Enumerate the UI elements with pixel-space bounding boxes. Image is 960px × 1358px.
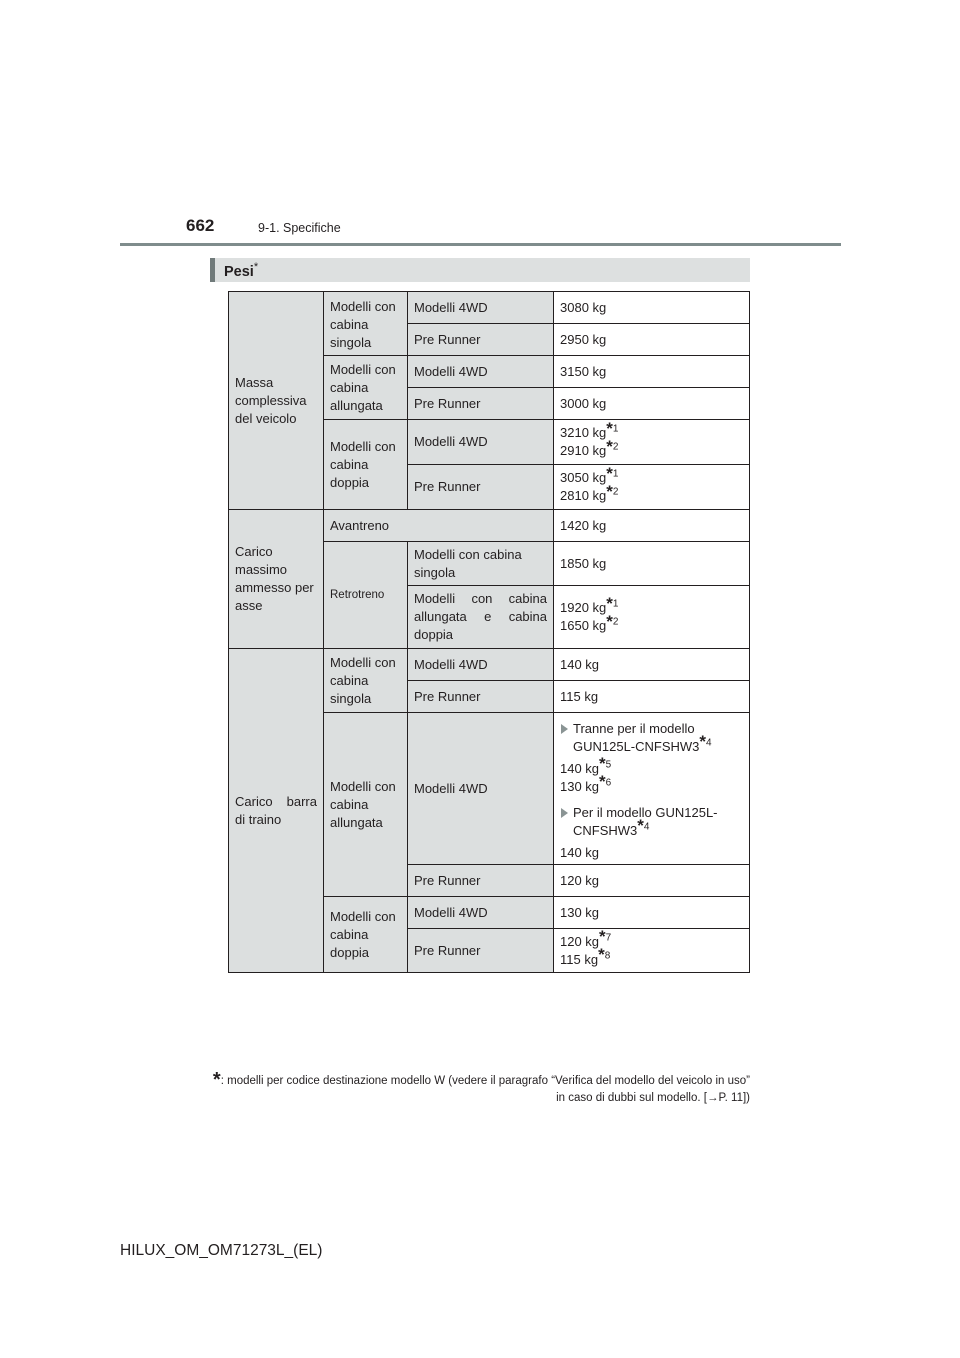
table-row [229,510,750,542]
value-cell: 3050 $kg^{*1}$ 2810 $kg^{*2}$ [554,465,750,510]
subheader-cabina-singola: Modelli con cabina singola [324,649,408,713]
table-row: Modelli con cabina allungata Modelli 4WD Tranne per il modello GUN125L-CNFSHW3$^{*4}$ 140 $kg^{*5}$ 130 $kg^{*6}$ Per il modello GUN125L-CNFSHW3$^{*4}$ 140 kg [229,713,750,865]
value-cell: 1420 kg [554,510,750,542]
table-row: Retrotreno Modelli con cabina singola 1850 kg [229,542,750,586]
value-cell: 3150 kg [554,356,750,388]
table-row: Pre Runner 120 $kg^{*7}$ 115 $kg^{*8}$ [229,929,750,973]
subheader-cabina-doppia: Modelli con cabina doppia [324,420,408,510]
subheader-cabina-doppia: Modelli con cabina doppia [324,897,408,973]
table-row: Carico barra di traino Modelli con cabina singola Modelli 4WD 140 kg [229,649,750,681]
value-cell: 115 kg [554,681,750,713]
title-accent-mark [210,258,215,282]
table-row: Modelli con cabina allungata e cabina doppia 1920 $kg^{*1}$ 1650 $kg^{*2}$ [229,586,750,649]
value-cell: 3210 $kg^{*1}$ 2910 $kg^{*2}$ [554,420,750,465]
title-asterisk: * [253,261,259,273]
table-row: Pre Runner 2950 kg [229,324,750,356]
value-cell: 2950 kg [554,324,750,356]
value-cell: Tranne per il modello GUN125L-CNFSHW3$^{*4}$ 140 $kg^{*5}$ 130 $kg^{*6}$ Per il modello GUN125L-CNFSHW3$^{*4}$ 140 kg [554,713,750,865]
weights-table [228,291,750,973]
header-divider [120,243,841,246]
value-cell: 120 kg [554,865,750,897]
subheader-avantreno: Avantreno [324,510,554,542]
footnote [212,1069,750,1107]
footnote-asterisk: * [212,1069,221,1091]
value-cell: 3000 kg [554,388,750,420]
table-row: Pre Runner 120 kg [229,865,750,897]
document-id: HILUX_OM_OM71273L_(EL) [120,1242,323,1259]
table-row: Modelli con cabina doppia Modelli 4WD 3210 $kg^{*1}$ 2910 $kg^{*2}$ [229,420,750,465]
value-cell: 1920 $kg^{*1}$ 1650 $kg^{*2}$ [554,586,750,649]
footnote-text: : modelli per codice destinazione modello W (vedere il paragrafo “Verifica del modello del veicolo in uso” in caso di dubbi sul modello. [→P. 11]) [220,1075,750,1104]
value-cell: 130 kg [554,897,750,929]
table-row: Modelli con cabina allungata Modelli 4WD 3150 kg [229,356,750,388]
subheader-retrotreno: Retrotreno [324,542,408,649]
table-row: Pre Runner 3050 $kg^{*1}$ 2810 $kg^{*2}$ [229,465,750,510]
table-title-bar [210,258,750,282]
value-cell: 120 $kg^{*7}$ 115 $kg^{*8}$ [554,929,750,973]
row-header-carico-asse: Carico massimo ammesso per asse [229,510,324,649]
table-row: Massa complessiva del veicolo Modelli con cabina singola Modelli 4WD 3080 kg [229,292,750,324]
section-title: 9-1. Specifiche [258,221,341,235]
subheader-cabina-allungata: Modelli con cabina allungata [324,713,408,897]
table-row: Modelli con cabina doppia Modelli 4WD 130 kg [229,897,750,929]
table-row: Pre Runner 3000 kg [229,388,750,420]
row-header-traino: Carico barra di traino [229,649,324,973]
page-number: 662 [186,216,215,235]
row-header-massa: Massa complessiva del veicolo [229,292,324,510]
table-title: Pesi* [224,261,259,280]
bullet-item: Tranne per il modello GUN125L-CNFSHW3$^{*4}$ [560,720,743,756]
value-cell: 1850 kg [554,542,750,586]
subheader-cabina-singola: Modelli con cabina singola [324,292,408,356]
table-row: Pre Runner 115 kg [229,681,750,713]
bullet-item: Per il modello GUN125L-CNFSHW3$^{*4}$ [560,804,743,840]
subheader-cabina-allungata: Modelli con cabina allungata [324,356,408,420]
value-cell: 3080 kg [554,292,750,324]
value-cell: 140 kg [554,649,750,681]
